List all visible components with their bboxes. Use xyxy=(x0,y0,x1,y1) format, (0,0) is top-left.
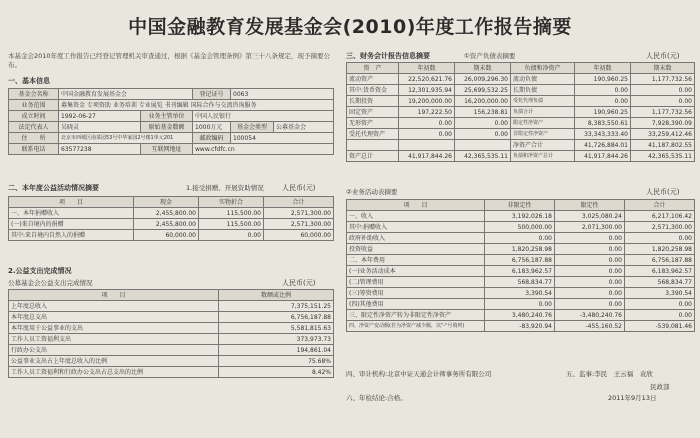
label-cell: 基金会类型 xyxy=(231,122,274,133)
restricted-value: 0.00 xyxy=(555,244,625,255)
column-header: 资 产 xyxy=(347,63,399,74)
asset-label: 无形资产 xyxy=(347,118,399,129)
liability-begin: 0.00 xyxy=(575,85,631,96)
table-row xyxy=(347,277,695,288)
row-label: (一)业务活动成本 xyxy=(347,266,485,277)
label-cell: 原始基金数额 xyxy=(141,122,193,133)
column-header: 年初数 xyxy=(399,63,455,74)
table-row xyxy=(9,111,334,122)
address: 北京市西城区南菜园53号中华家园2号楼1单元201 xyxy=(59,133,193,144)
asset-end: 16,200,000.00 xyxy=(455,96,511,107)
restricted-value: 0.00 xyxy=(555,288,625,299)
label-cell: 业务主管单位 xyxy=(141,111,193,122)
asset-label: 资产总计 xyxy=(347,151,399,162)
column-header: 数额或比例 xyxy=(219,290,334,301)
row-value: 7,375,151.25 xyxy=(219,301,334,312)
column-header: 项 目 xyxy=(347,200,485,211)
label-cell: 业务范围 xyxy=(9,100,59,111)
column-header: 年初数 xyxy=(575,63,631,74)
liability-label: 负债合计 xyxy=(511,107,575,118)
column-header: 合计 xyxy=(625,200,695,211)
org-name: 中国金融教育发展基金会 xyxy=(59,89,193,100)
table-row xyxy=(347,74,695,85)
liability-begin: 190,960.25 xyxy=(575,74,631,85)
expenditure-heading: 2.公益支出完成情况 xyxy=(8,267,72,275)
cash-value: 2,455,800.00 xyxy=(134,219,199,230)
unit-label: 人民币(元) xyxy=(646,52,680,60)
phone: 63577238 xyxy=(59,144,141,155)
table-row xyxy=(9,356,334,367)
liability-end: 41,187,802.55 xyxy=(631,140,695,151)
basic-info-table xyxy=(8,88,334,155)
table-row xyxy=(9,312,334,323)
total-value: 2,571,300.00 xyxy=(264,219,334,230)
label-cell: 基金会名称 xyxy=(9,89,59,100)
row-label: 本年度总支出 xyxy=(9,312,219,323)
audit-firm: 四、审计机构:北京中证天通会计师事务所有限公司 xyxy=(346,370,492,378)
registration-number: 0063 xyxy=(231,89,334,100)
expenditure-subheading: 公募基金会公益支出完成情况 xyxy=(8,279,93,287)
table-row xyxy=(347,299,695,310)
finance-heading: 三、财务会计报告信息摘要 xyxy=(346,52,430,60)
table-row xyxy=(9,208,334,219)
table-row xyxy=(9,122,334,133)
unrestricted-value: 0.00 xyxy=(485,233,555,244)
restricted-value: -3,480,240.76 xyxy=(555,310,625,321)
liability-begin: 41,726,884.01 xyxy=(575,140,631,151)
total-value: 6,183,962.57 xyxy=(625,266,695,277)
column-header: 项 目 xyxy=(9,290,219,301)
total-value: 568,834.77 xyxy=(625,277,695,288)
total-value: 2,571,300.00 xyxy=(264,208,334,219)
liability-label: 非限定性净资产 xyxy=(511,129,575,140)
row-label: 其中:来自境内自然人的捐赠 xyxy=(9,230,134,241)
activities-heading: 二、本年度公益活动情况摘要 xyxy=(8,184,99,192)
donations-table xyxy=(8,196,334,241)
row-label: 其中:捐赠收入 xyxy=(347,222,485,233)
asset-label xyxy=(347,140,399,151)
table-header-row xyxy=(347,200,695,211)
website: www.cfdfc.cn xyxy=(193,144,334,155)
liability-end: 0.00 xyxy=(631,96,695,107)
in-kind-value: 0.00 xyxy=(199,230,264,241)
expenditure-table xyxy=(8,289,334,378)
table-row xyxy=(347,85,695,96)
asset-label: 受托代理资产 xyxy=(347,129,399,140)
column-header: 期末数 xyxy=(455,63,511,74)
table-row xyxy=(9,144,334,155)
liability-end: 0.00 xyxy=(631,85,695,96)
column-header: 实物折合 xyxy=(199,197,264,208)
unrestricted-value: 568,834.77 xyxy=(485,277,555,288)
total-value: 6,756,187.88 xyxy=(625,255,695,266)
total-value: 0.00 xyxy=(625,299,695,310)
annual-inspection: 六、年检结论:合格。 xyxy=(346,394,407,402)
income-subheading: ②业务活动表摘要 xyxy=(346,188,398,196)
row-value: 194,861.04 xyxy=(219,345,334,356)
table-row xyxy=(9,133,334,144)
row-label: 公益事业支出占上年度总收入的比例 xyxy=(9,356,219,367)
basic-info-heading: 一、基本信息 xyxy=(8,77,50,85)
row-label: 本年度用于公益事业的支出 xyxy=(9,323,219,334)
table-row xyxy=(347,129,695,140)
restricted-value: 2,071,300.00 xyxy=(555,222,625,233)
total-value: 2,571,300.00 xyxy=(625,222,695,233)
row-label: 三、限定性净资产转为非限定性净资产 xyxy=(347,310,485,321)
restricted-value: 0.00 xyxy=(555,266,625,277)
row-label: 四、净资产变动额(若为净资产减少额，以"-"号填列) xyxy=(347,321,485,332)
page-title: 中国金融教育发展基金会(2010)年度工作报告摘要 xyxy=(128,16,572,38)
in-kind-value: 115,500.00 xyxy=(199,208,264,219)
row-label: 工作人员工资福利和行政办公支出占总支出的比例 xyxy=(9,367,219,378)
liability-begin: 8,383,550.61 xyxy=(575,118,631,129)
liability-begin: 0.00 xyxy=(575,96,631,107)
row-label: 行政办公支出 xyxy=(9,345,219,356)
unrestricted-value: 3,192,026.18 xyxy=(485,211,555,222)
row-label: (四)其他费用 xyxy=(347,299,485,310)
row-label: (一)来自境内的捐赠 xyxy=(9,219,134,230)
row-value: 373,973.73 xyxy=(219,334,334,345)
report-date: 2011年9月13日 xyxy=(608,394,657,402)
table-header-row xyxy=(9,197,334,208)
balance-sheet-table xyxy=(346,62,695,162)
asset-begin: 197,222.50 xyxy=(399,107,455,118)
unrestricted-value: 1,820,258.98 xyxy=(485,244,555,255)
table-row xyxy=(9,345,334,356)
label-cell: 登记证号 xyxy=(193,89,231,100)
row-value: 6,756,187.88 xyxy=(219,312,334,323)
row-label: 政府补助收入 xyxy=(347,233,485,244)
supervisors: 五、监事:李民 王云福 袁欣 xyxy=(566,370,653,378)
column-header: 负债和净资产 xyxy=(511,63,575,74)
column-header: 项 目 xyxy=(9,197,134,208)
row-label: (二)管理费用 xyxy=(347,277,485,288)
table-row xyxy=(347,255,695,266)
activities-subheading: 1.接受捐赠、开展资助情况 xyxy=(186,184,264,192)
cash-value: 2,455,800.00 xyxy=(134,208,199,219)
asset-end: 25,699,532.25 xyxy=(455,85,511,96)
label-cell: 住 所 xyxy=(9,133,59,144)
row-value: 75.68% xyxy=(219,356,334,367)
unrestricted-value: -83,920.94 xyxy=(485,321,555,332)
table-row xyxy=(347,151,695,162)
total-value: -539,081.46 xyxy=(625,321,695,332)
row-label: 一、本年捐赠收入 xyxy=(9,208,134,219)
in-kind-value: 115,500.00 xyxy=(199,219,264,230)
total-value: 0.00 xyxy=(625,310,695,321)
asset-label: 固定资产 xyxy=(347,107,399,118)
unrestricted-value: 3,480,240.76 xyxy=(485,310,555,321)
asset-begin: 41,917,844.26 xyxy=(399,151,455,162)
liability-label: 负债和净资产总计 xyxy=(511,151,575,162)
liability-end: 42,365,535.11 xyxy=(631,151,695,162)
total-value: 6,217,106.42 xyxy=(625,211,695,222)
table-row xyxy=(9,100,334,111)
total-value: 3,390.54 xyxy=(625,288,695,299)
unrestricted-value: 6,756,187.88 xyxy=(485,255,555,266)
restricted-value: 3,025,080.24 xyxy=(555,211,625,222)
table-row xyxy=(347,321,695,332)
table-row xyxy=(9,334,334,345)
table-row xyxy=(347,244,695,255)
column-header: 期末数 xyxy=(631,63,695,74)
asset-begin xyxy=(399,140,455,151)
table-row xyxy=(9,219,334,230)
table-row xyxy=(347,96,695,107)
liability-begin: 41,917,844.26 xyxy=(575,151,631,162)
table-header-row xyxy=(347,63,695,74)
asset-end: 26,009,296.30 xyxy=(455,74,511,85)
asset-label: 长期投资 xyxy=(347,96,399,107)
liability-begin: 33,343,333.40 xyxy=(575,129,631,140)
table-row xyxy=(347,233,695,244)
column-header: 非限定性 xyxy=(485,200,555,211)
business-scope: 募集资金 专项资助 业务培训 专业展览 书刊编辑 国际合作与交流咨询服务 xyxy=(59,100,334,111)
original-fund: 1000万元 xyxy=(193,122,231,133)
supervising-unit: 中国人民银行 xyxy=(193,111,334,122)
total-value: 0.00 xyxy=(625,233,695,244)
label-cell: 邮政编码 xyxy=(193,133,231,144)
label-cell: 法定代表人 xyxy=(9,122,59,133)
table-row xyxy=(9,367,334,378)
column-header: 合计 xyxy=(264,197,334,208)
unrestricted-value: 0.00 xyxy=(485,299,555,310)
restricted-value: 0.00 xyxy=(555,233,625,244)
row-label: 工作人员工资福利支出 xyxy=(9,334,219,345)
intro-text: 本基金会2010年度工作报告已经登记管理机关审查通过，根据《基金会管理条例》第三十八条规定，现予摘要公布。 xyxy=(8,52,331,69)
table-row xyxy=(347,222,695,233)
liability-end: 1,177,732.56 xyxy=(631,74,695,85)
asset-end: 156,238.81 xyxy=(455,107,511,118)
table-row xyxy=(347,266,695,277)
asset-begin: 22,520,621.76 xyxy=(399,74,455,85)
table-row xyxy=(9,230,334,241)
asset-begin: 0.00 xyxy=(399,129,455,140)
asset-begin: 12,301,935.94 xyxy=(399,85,455,96)
asset-end xyxy=(455,140,511,151)
asset-end: 42,365,535.11 xyxy=(455,151,511,162)
table-row xyxy=(347,310,695,321)
row-label: (三)筹资费用 xyxy=(347,288,485,299)
established-date: 1992-06-27 xyxy=(59,111,141,122)
unrestricted-value: 3,390.54 xyxy=(485,288,555,299)
row-label: 投资收益 xyxy=(347,244,485,255)
liability-end: 33,259,412.46 xyxy=(631,129,695,140)
liability-label: 长期负债 xyxy=(511,85,575,96)
asset-label: 其中:货币资金 xyxy=(347,85,399,96)
asset-end: 0.00 xyxy=(455,129,511,140)
label-cell: 联系电话 xyxy=(9,144,59,155)
total-value: 1,820,258.98 xyxy=(625,244,695,255)
row-label: 一、收入 xyxy=(347,211,485,222)
issuing-authority: 民政部 xyxy=(650,383,670,391)
row-value: 8.42% xyxy=(219,367,334,378)
restricted-value: -455,160.52 xyxy=(555,321,625,332)
table-row xyxy=(9,301,334,312)
table-row xyxy=(347,211,695,222)
table-row xyxy=(9,323,334,334)
foundation-type: 公募基金会 xyxy=(274,122,334,133)
total-value: 60,000.00 xyxy=(264,230,334,241)
asset-label: 流动资产 xyxy=(347,74,399,85)
liability-label: 流动负债 xyxy=(511,74,575,85)
table-row xyxy=(347,140,695,151)
asset-begin: 19,200,000.00 xyxy=(399,96,455,107)
label-cell: 成立时间 xyxy=(9,111,59,122)
table-row xyxy=(347,118,695,129)
balance-sheet-subheading: ①资产负债表摘要 xyxy=(464,52,516,60)
income-table xyxy=(346,199,695,332)
restricted-value: 0.00 xyxy=(555,255,625,266)
legal-representative: 吴晓灵 xyxy=(59,122,141,133)
row-value: 5,581,815.63 xyxy=(219,323,334,334)
postal-code: 100054 xyxy=(231,133,334,144)
unit-label: 人民币(元) xyxy=(646,188,680,196)
liability-end: 7,928,390.09 xyxy=(631,118,695,129)
unrestricted-value: 6,183,962.57 xyxy=(485,266,555,277)
column-header: 限定性 xyxy=(555,200,625,211)
table-row xyxy=(9,89,334,100)
table-header-row xyxy=(9,290,334,301)
liability-label: 受托代理负债 xyxy=(511,96,575,107)
liability-label: 限定性净资产 xyxy=(511,118,575,129)
asset-end: 0.00 xyxy=(455,118,511,129)
table-row xyxy=(347,288,695,299)
restricted-value: 0.00 xyxy=(555,299,625,310)
cash-value: 60,000.00 xyxy=(134,230,199,241)
table-row xyxy=(347,107,695,118)
liability-end: 1,177,732.56 xyxy=(631,107,695,118)
unit-label: 人民币(元) xyxy=(282,184,316,192)
liability-begin: 190,960.25 xyxy=(575,107,631,118)
label-cell: 互联网地址 xyxy=(141,144,193,155)
row-label: 二、本年费用 xyxy=(347,255,485,266)
column-header: 现金 xyxy=(134,197,199,208)
restricted-value: 0.00 xyxy=(555,277,625,288)
row-label: 上年度总收入 xyxy=(9,301,219,312)
liability-label: 净资产合计 xyxy=(511,140,575,151)
unrestricted-value: 500,000.00 xyxy=(485,222,555,233)
unit-label: 人民币(元) xyxy=(282,279,316,287)
asset-begin: 0.00 xyxy=(399,118,455,129)
